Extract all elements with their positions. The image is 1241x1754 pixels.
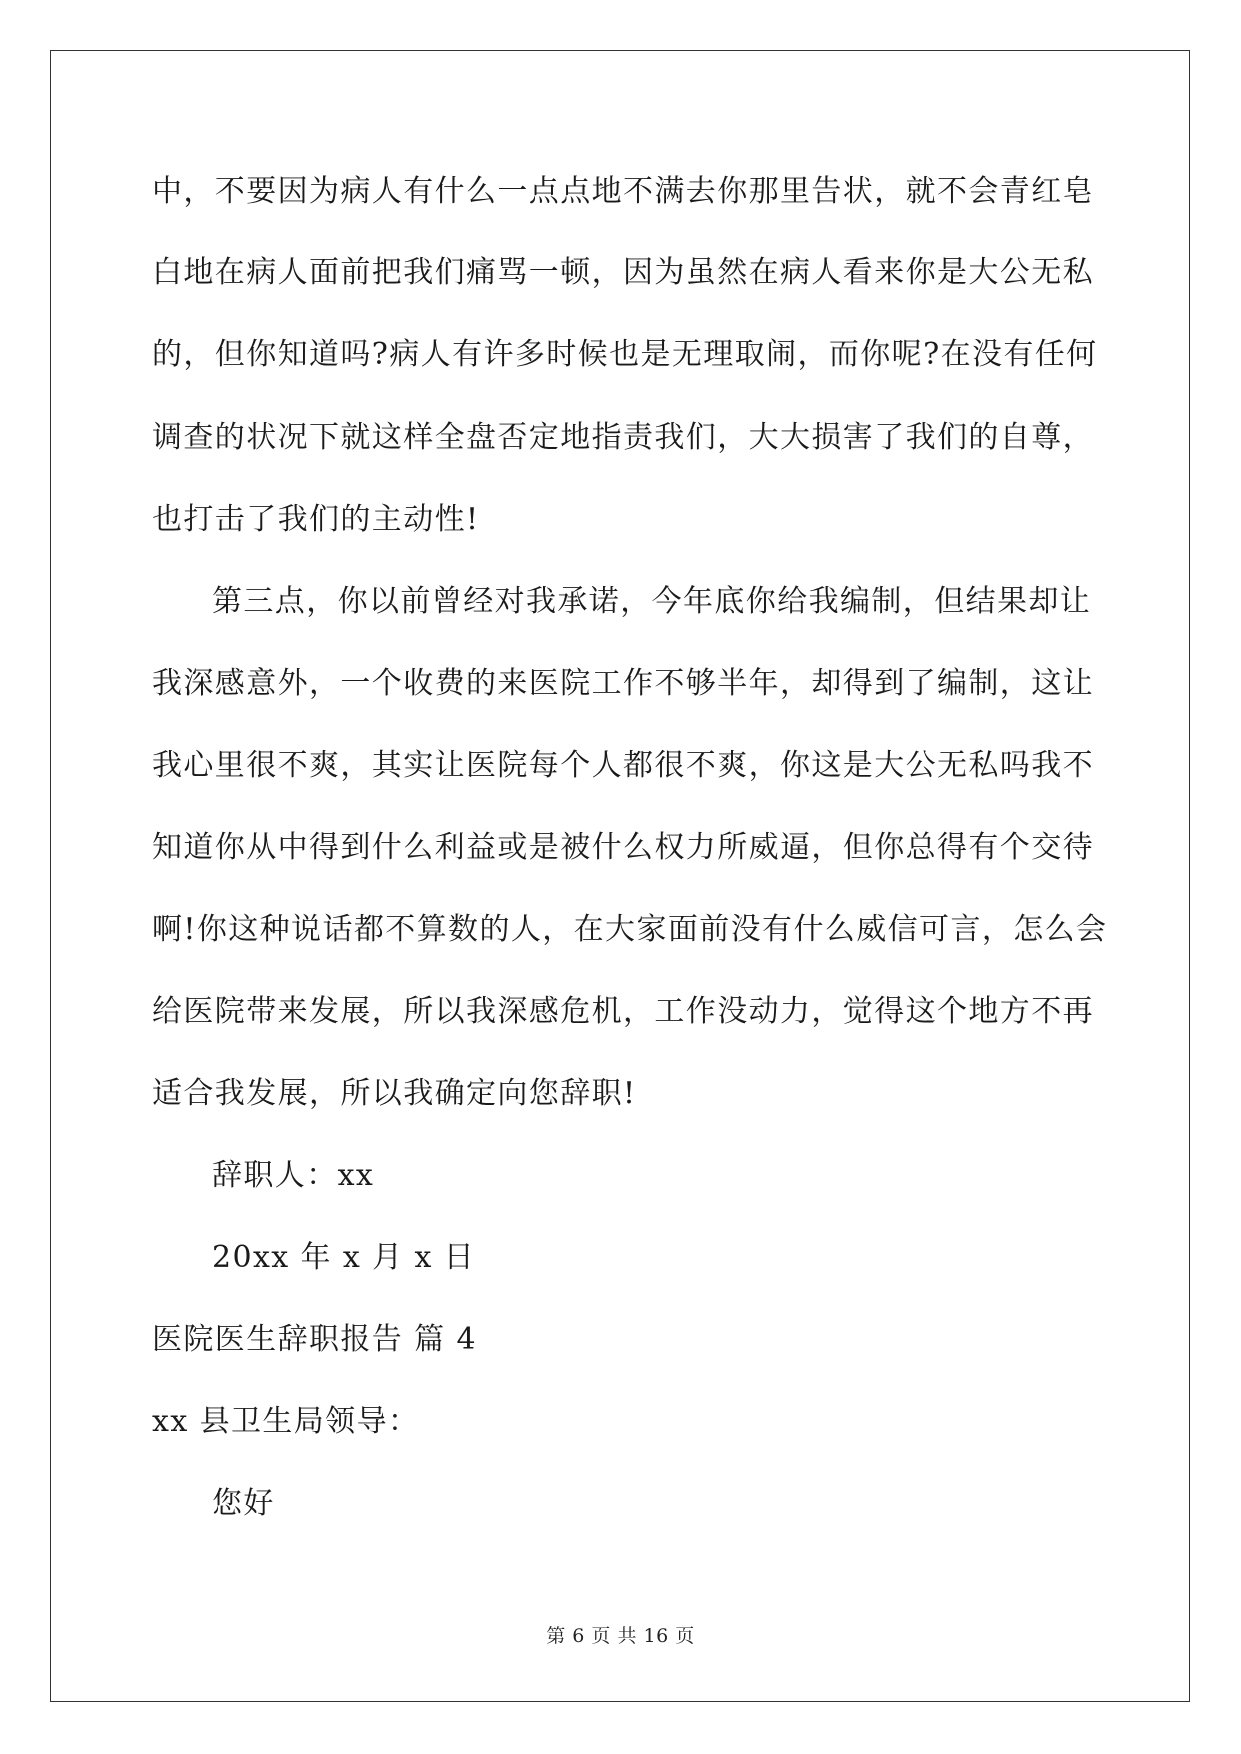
page-number-footer: 第 6 页 共 16 页 [546,1625,695,1647]
body-line: 啊!你这种说话都不算数的人，在大家面前没有什么威信可言，怎么会 [152,912,1108,947]
body-line: 给医院带来发展，所以我深感危机，工作没动力，觉得这个地方不再 [152,994,1094,1029]
body-line: 我深感意外，一个收费的来医院工作不够半年，却得到了编制，这让 [152,666,1094,701]
greeting: 您好 [212,1486,275,1521]
body-line: 适合我发展，所以我确定向您辞职! [152,1076,637,1111]
page-frame [50,50,1190,1702]
body-line: 白地在病人面前把我们痛骂一顿，因为虽然在病人看来你是大公无私 [152,255,1094,290]
date-line: 20xx 年 x 月 x 日 [212,1240,476,1275]
body-line: 的，但你知道吗?病人有许多时候也是无理取闹，而你呢?在没有任何 [152,337,1098,372]
body-line: 也打击了我们的主动性! [152,502,480,537]
body-line: 中，不要因为病人有什么一点点地不满去你那里告状，就不会青红皂 [152,174,1094,209]
body-line: 调查的状况下就这样全盘否定地指责我们，大大损害了我们的自尊， [152,420,1094,455]
paragraph-start-line: 第三点，你以前曾经对我承诺，今年底你给我编制，但结果却让 [212,584,1092,619]
body-line: 知道你从中得到什么利益或是被什么权力所威逼，但你总得有个交待 [152,830,1094,865]
signature-line: 辞职人：xx [212,1158,375,1193]
body-line: 我心里很不爽，其实让医院每个人都很不爽，你这是大公无私吗我不 [152,748,1094,783]
section-heading: 医院医生辞职报告 篇 4 [152,1322,477,1357]
salutation: xx 县卫生局领导： [152,1404,420,1439]
